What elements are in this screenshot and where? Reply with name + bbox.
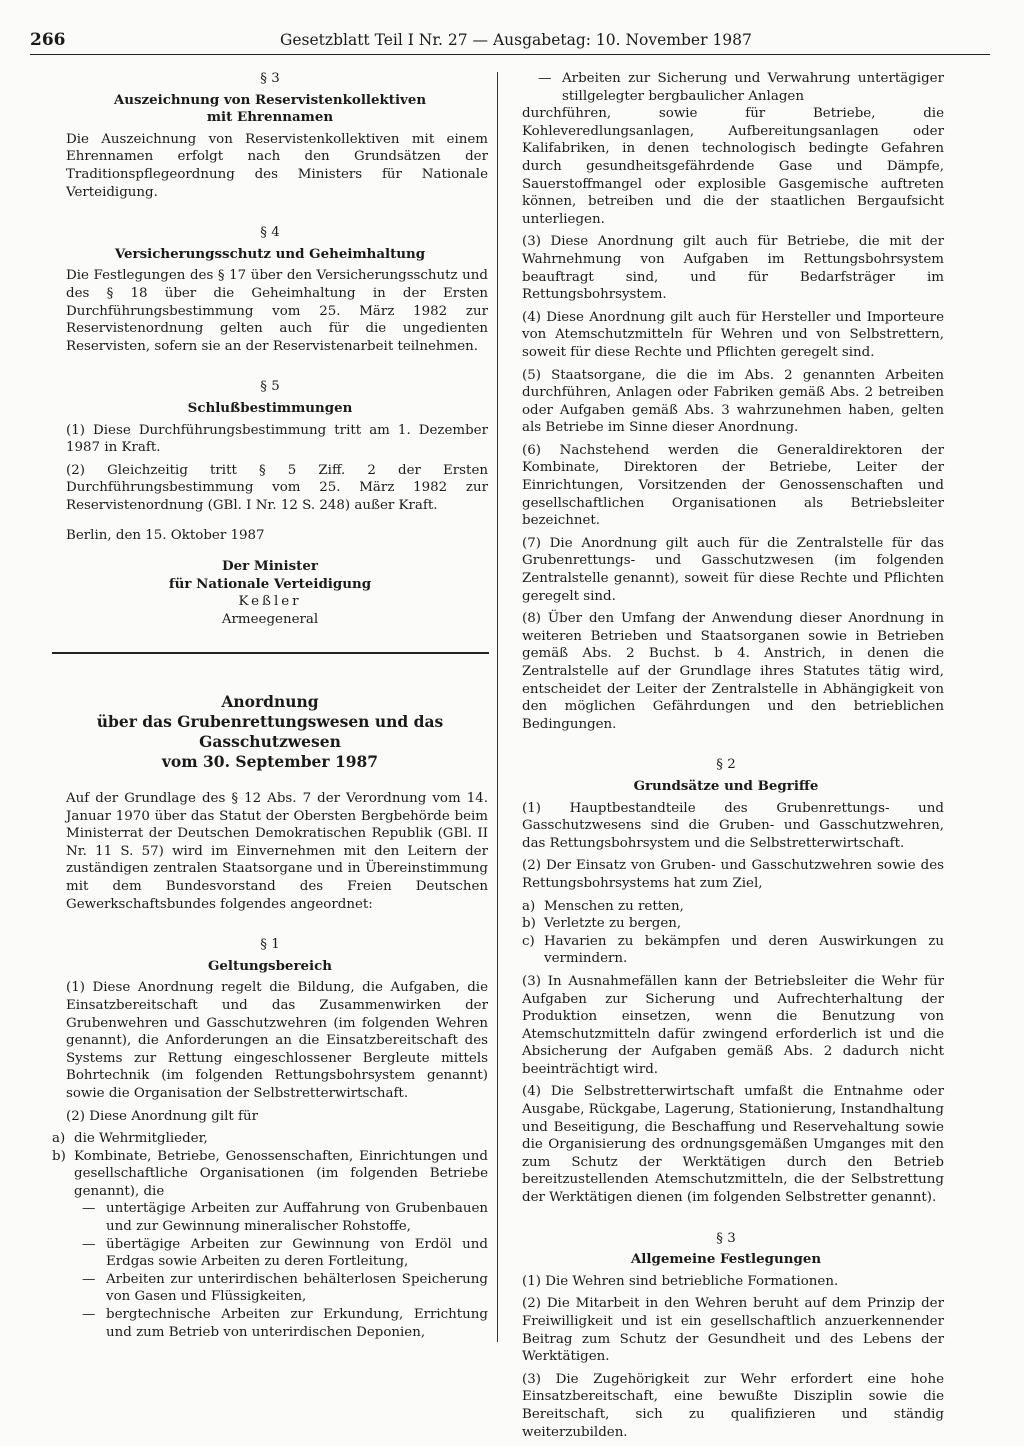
page-number: 266 [30,30,66,50]
paragraph: durchführen, sowie für Betriebe, die Kohleveredlungsanlagen, Aufbereitungsanlagen oder Kalifabriken, in denen technologisch bedingte Gefahren durch gesundheitsgefährdende Gase und Dämpfe, Sauerstoffmangel oder explosible Gasgemische auftreten können, betreiben und die der staatlichen Bergaufsicht unterliegen. [522,106,944,227]
preamble: Auf der Grundlage des § 12 Abs. 7 der Verordnung vom 14. Januar 1970 über das Statut der Obersten Bergbehörde beim Ministerrat der Deutschen Demokratischen Republik (GBl. II Nr. 11 S. 57) wird im Einvernehmen mit den Leitern der zuständigen zentralen Staatsorgane und in Übereinstimmung mit dem Bundesvorstand des Freien Deutschen Gewerkschaftsbundes folgendes angeordnet: [66,791,488,912]
paragraph: (1) Die Wehren sind betriebliche Formationen. [522,1273,839,1289]
right-column [508,70,944,1446]
section-number: § 3 [716,1230,736,1246]
page-header [30,30,990,55]
paragraph: Die Auszeichnung von Reservistenkollektiven mit einem Ehrennamen erfolgt nach den Grundsätzen der Traditionspflegeordnung des Ministers für Nationale Verteidigung. [66,131,488,200]
place-date: Berlin, den 15. Oktober 1987 [66,528,265,544]
section-heading: Allgemeine Festlegungen [630,1251,822,1268]
paragraph: (3) In Ausnahmefällen kann der Betriebsleiter die Wehr für Aufgaben zur Sicherung und Aufrechterhaltung der Produktion einsetzen, wenn die Benutzung von Atemschutzmitteln dafür zwingend erforderlich ist und die Absicherung der Aufgaben gemäß Abs. 2 dadurch nicht beeinträchtigt wird. [522,973,944,1077]
section-heading: Geltungsbereich [207,957,333,974]
paragraph: (1) Diese Anordnung regelt die Bildung, die Aufgaben, die Einsatzbereitschaft und das Zusammenwirken der Grubenwehren und Gasschutzwehren (im folgenden Wehren genannt), die Anforderungen an die Einsatzbereitschaft des Systems zur Rettung eingeschlossener Bergleute mittels Bohrtechnik (im folgenden Rettungsbohrsystem genannt) sowie die Organisation der Selbstretterwirtschaft. [66,980,488,1101]
section-number: § 5 [260,379,280,395]
section-heading: Grundsätze und Begriffe [633,777,819,794]
signature-name: Keßler [238,594,302,610]
paragraph: (4) Diese Anordnung gilt auch für Hersteller und Importeure von Atemschutzmitteln für Wehren und von Selbstrettern, soweit für diese Rechte und Pflichten geregelt sind. [522,309,944,360]
header-title: Gesetzblatt Teil I Nr. 27 — Ausgabetag: 10. November 1987 [280,31,752,49]
section-number: § 3 [260,71,280,86]
left-column-top [52,70,488,628]
dash-item: — übertägige Arbeiten zur Gewinnung von Erdöl und Erdgas sowie Arbeiten zu deren Fortleitung, [82,1236,488,1270]
section-number: § 1 [260,937,280,953]
column-divider [497,72,498,1342]
paragraph: (7) Die Anordnung gilt auch für die Zentralstelle für das Grubenrettungs- und Gasschutzwesen (im folgenden Zentralstelle genannt), soweit für diese Rechte und Pflichten geregelt sind. [522,535,944,604]
dash-item: — untertägige Arbeiten zur Auffahrung von Grubenbauen und zur Gewinnung mineralischer Rohstoffe, [82,1201,488,1235]
paragraph: Die Festlegungen des § 17 über den Versicherungsschutz und des § 18 über die Geheimhaltung in der Ersten Durchführungsbestimmung vom 25. März 1982 zur Reservistenordnung gelten auch für die ungedienten Reservisten, sofern sie an der Reservistenarbeit teilnehmen. [66,268,488,354]
paragraph: (2) Gleichzeitig tritt § 5 Ziff. 2 der Ersten Durchführungsbestimmung vom 25. März 1982 zur Reservistenordnung (GBl. I Nr. 12 S. 248) außer Kraft. [66,462,488,513]
section-heading: Auszeichnung von Reservistenkollektiven [113,91,427,108]
dash-item: — Arbeiten zur unterirdischen behälterlosen Speicherung von Gasen und Flüssigkeiten, [82,1271,488,1305]
list-item: c) Havarien zu bekämpfen und deren Auswirkungen zu vermindern. [522,933,944,967]
paragraph: (5) Staatsorgane, die die im Abs. 2 genannten Arbeiten durchführen, Anlagen oder Fabriken gemäß Abs. 2 betreiben oder Aufgaben gemäß Abs. 3 wahrzunehmen haben, gelten als Betriebe im Sinne dieser Anordnung. [522,367,944,436]
ordinance-date: vom 30. September 1987 [161,752,379,771]
left-column-bottom [52,692,488,1341]
paragraph: (3) Die Zugehörigkeit zur Wehr erfordert eine hohe Einsatzbereitschaft, eine bewußte Disziplin sowie die Bereitschaft, sich zu qualifizieren und ständig weiterzubilden. [522,1371,944,1440]
list-item: a) die Wehrmitglieder, [52,1131,208,1147]
section-heading: Schlußbestimmungen [187,399,353,416]
section-number: § 2 [716,757,736,773]
paragraph: (4) Die Selbstretterwirtschaft umfaßt die Entnahme oder Ausgabe, Rückgabe, Lagerung, Stationierung, Instandhaltung und Beseitigung, die Beschaffung und Reservehaltung sowie die Organisierung des ordnungsgemäßen Umganges mit den zum Schutz der Werktätigen durch den Betrieb bereitzustellenden Atemschutzmitteln, die der Selbstrettung der Werktätigen dienen (im folgenden Selbstretter genannt). [522,1084,944,1206]
paragraph: (1) Diese Durchführungsbestimmung tritt am 1. Dezember 1987 in Kraft. [66,422,488,456]
paragraph: (2) Diese Anordnung gilt für [66,1108,259,1124]
ordinance-title: Anordnung [221,692,319,711]
paragraph: (2) Der Einsatz von Gruben- und Gasschutzwehren sowie des Rettungsbohrsystems hat zum Ziel, [522,858,944,891]
paragraph: (2) Die Mitarbeit in den Wehren beruht auf dem Prinzip der Freiwilligkeit und ist ein gesellschaftlich anzuerkennender Beitrag zum Schutz der Gesundheit und des Lebens der Werktätigen. [522,1296,944,1365]
paragraph: (6) Nachstehend werden die Generaldirektoren der Kombinate, Direktoren der Betriebe, Leiter der Einrichtungen, Vorsitzenden der Genossenschaften und gesellschaftlichen Organisationen als Betriebsleiter bezeichnet. [522,442,944,529]
section-divider [52,652,489,654]
paragraph: (8) Über den Umfang der Anwendung dieser Anordnung in weiteren Betrieben und Staatsorganen sowie in Betrieben gemäß Abs. 2 Buchst. b 4. Anstrich, in denen die Zentralstelle auf der Grundlage ihres Statutes tätig wird, entscheidet der Leiter der Zentralstelle in Abhängigkeit von den möglichen Gefährdungen und den betrieblichen Bedingungen. [522,611,944,732]
dash-item: — bergtechnische Arbeiten zur Erkundung, Errichtung und zum Betrieb von unterirdischen Deponien, [82,1307,488,1340]
signature-office: Der Minister [222,558,318,575]
list-item: b) Verletzte zu bergen, [522,916,682,932]
section-heading: Versicherungsschutz und Geheimhaltung [114,245,426,262]
paragraph: (1) Hauptbestandteile des Grubenrettungs- und Gasschutzwesens sind die Gruben- und Gasschutzwehren, das Rettungsbohrsystem und die Selbstretterwirtschaft. [522,800,944,851]
list-item: a) Menschen zu retten, [522,898,684,914]
paragraph: (3) Diese Anordnung gilt auch für Betriebe, die mit der Wahrnehmung von Aufgaben im Rettungsbohrsystem beauftragt sind, und für Bedarfsträger im Rettungsbohrsystem. [522,234,944,303]
list-item: b) Kombinate, Betriebe, Genossenschaften, Einrichtungen und gesellschaftliche Organisationen (im folgenden Betriebe genannt), die [52,1148,488,1199]
ordinance-title: über das Grubenrettungswesen und das Gasschutzwesen [96,712,444,751]
dash-item: — Arbeiten zur Sicherung und Verwahrung untertägiger stillgelegter bergbaulicher Anlagen [538,71,944,104]
signature-office: für Nationale Verteidigung [168,575,372,592]
signature-rank: Armeegeneral [221,611,319,627]
section-heading: mit Ehrennamen [206,109,334,126]
section-number: § 4 [260,225,280,241]
